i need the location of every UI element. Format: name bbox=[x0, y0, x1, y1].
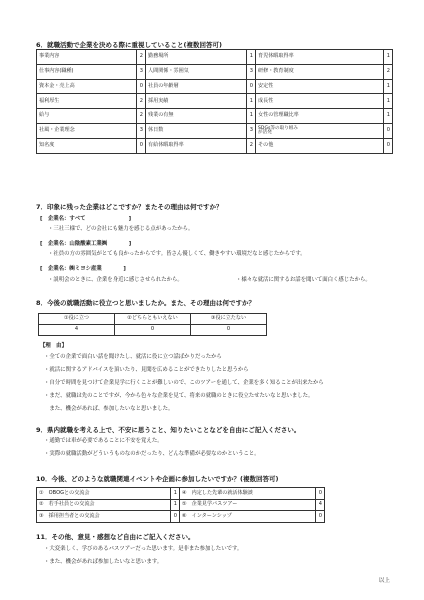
q10-option-label: ① OBOGとの交流会 bbox=[37, 488, 171, 500]
q6-item-count: 2 bbox=[137, 50, 146, 65]
q6-row bbox=[37, 123, 393, 138]
q6-item-label: 資本金・売上高 bbox=[37, 79, 137, 94]
q6-row bbox=[37, 50, 393, 65]
q6-item-count: 3 bbox=[137, 123, 146, 138]
q10-row bbox=[37, 499, 325, 511]
q6-item-label: 福利厚生 bbox=[37, 94, 137, 109]
q6-item-count: 3 bbox=[247, 64, 256, 79]
q6-item-count: 1 bbox=[247, 50, 256, 65]
q10-option-label: ② 若手社員との交流会 bbox=[37, 499, 171, 511]
q10-row bbox=[37, 511, 325, 523]
q6-item-count: 2 bbox=[137, 94, 146, 109]
q10-option-count: 0 bbox=[316, 511, 325, 523]
q6-item-count: 1 bbox=[384, 94, 393, 109]
q7-reason-3a: ・説明会のときに、企業を身近に感じさせられたから。 bbox=[48, 277, 183, 283]
q8-value-not-useful: 0 bbox=[191, 325, 267, 336]
q8-reason-1: ・全ての企業で面白い話を聞けたし、就活に役に立つ話ばかりだったから bbox=[44, 354, 222, 360]
q8-reason-2: ・就活に関するアドバイスを頂いたり、見聞を広めることができたりしたと思うから bbox=[44, 367, 249, 373]
q6-item-label: 安定性 bbox=[256, 79, 384, 94]
q6-item-label: 社員の年齢層 bbox=[146, 79, 247, 94]
q8-title: 8．今後の就職活動に役立つと思いましたか。また、その理由は何ですか？ bbox=[36, 299, 256, 307]
q6-row bbox=[37, 79, 393, 94]
q6-item-label: 事業内容 bbox=[37, 50, 137, 65]
q7-reason-2: ・社員の方の雰囲気がとても良かったからです。皆さん優しくて、働きやすい環境だなと感じたからです。 bbox=[48, 251, 306, 257]
q7-title: 7．印象に残った企業はどこですか？またその理由は何ですか？ bbox=[36, 203, 223, 211]
q10-option-label: ⑤ 企業見学バスツアー bbox=[180, 499, 316, 511]
q7-reason-1: ・三社三様で、どの会社にも魅力を感じる点があったから。 bbox=[48, 226, 194, 232]
q6-item-count: 0 bbox=[247, 79, 256, 94]
q8-header-neutral: ②どちらともいえない bbox=[115, 314, 191, 325]
q8-reason-3: ・自分で時間を見つけて企業見学に行くことが難しいので、このツアーを通して、企業を多く知ることが出来たから bbox=[44, 380, 324, 386]
q7-company-label-1: [ 企業名：すべて ] bbox=[40, 216, 132, 222]
q9-line-1: ・通勤では車が必要であることに不安を覚えた。 bbox=[44, 438, 163, 444]
q6-item-label: その他 bbox=[256, 138, 384, 153]
q6-item-count: 0 bbox=[384, 123, 393, 138]
q6-item-count: 1 bbox=[247, 109, 256, 124]
q8-reason-5: また、機会があれば、参加したいなと思いました。 bbox=[44, 406, 174, 412]
q6-item-label: 女性の管理職比率 bbox=[256, 109, 384, 124]
q6-title: 6．就職活動で企業を決める際に重視していること(複数回答可) bbox=[36, 41, 222, 49]
q10-row bbox=[37, 488, 325, 500]
q6-item-label: 休日数 bbox=[146, 123, 247, 138]
q10-option-label: ⑥ インターンシップ bbox=[180, 511, 316, 523]
q11-line-1: ・大変楽しく、学びのあるバスツアーだった思います。是非また参加したいです。 bbox=[44, 546, 243, 552]
q8-table bbox=[38, 313, 267, 336]
q8-reason-label: 【理 由】 bbox=[40, 343, 67, 349]
q10-option-count: 1 bbox=[171, 499, 180, 511]
q6-item-count: 1 bbox=[384, 79, 393, 94]
q10-option-count: 4 bbox=[316, 499, 325, 511]
q7-company-label-3: [ 企業名：㈱ミヨシ産業 ] bbox=[40, 266, 126, 272]
q9-line-2: ・実際の就職活動がどういうものなのかだったり、どんな準備が必要なのかということ。 bbox=[44, 451, 260, 457]
end-mark: 以上 bbox=[378, 578, 390, 584]
q6-item-count: 0 bbox=[137, 79, 146, 94]
q9-title: 9．県内就職を考える上で、不安に思うこと、知りたいことなどを自由にご記入ください。 bbox=[36, 426, 301, 434]
q6-item-label: 採用実績 bbox=[146, 94, 247, 109]
q6-row bbox=[37, 109, 393, 124]
q6-item-count: 2 bbox=[247, 138, 256, 153]
q6-item-label: 仕事内容(職種) bbox=[37, 64, 137, 79]
q6-item-label: SDGs等の取り組み が活発 bbox=[256, 123, 384, 138]
q6-item-count: 0 bbox=[384, 138, 393, 153]
q8-header-not-useful: ③役に立たない bbox=[191, 314, 267, 325]
q6-item-label: 勤務場所 bbox=[146, 50, 247, 65]
q6-item-label: 人間関係・雰囲気 bbox=[146, 64, 247, 79]
q6-item-label: 成長性 bbox=[256, 94, 384, 109]
q6-item-count: 1 bbox=[247, 94, 256, 109]
q6-item-label: 育児休暇取得率 bbox=[256, 50, 384, 65]
q6-row bbox=[37, 94, 393, 109]
q6-item-count: 2 bbox=[384, 64, 393, 79]
q6-item-count: 3 bbox=[137, 64, 146, 79]
q6-item-label: 知名度 bbox=[37, 138, 137, 153]
q6-item-label: 残業の有無 bbox=[146, 109, 247, 124]
q10-option-label: ③ 採用担当者との交流会 bbox=[37, 511, 171, 523]
q6-item-count: 2 bbox=[137, 109, 146, 124]
q10-option-count: 0 bbox=[171, 511, 180, 523]
q7-company-label-2: [ 企業名：山陰酸素工業㈱ ] bbox=[40, 241, 132, 247]
q10-option-count: 0 bbox=[316, 488, 325, 500]
q10-option-label: ④ 内定した先輩の就活体験談 bbox=[180, 488, 316, 500]
q8-value-useful: 4 bbox=[39, 325, 115, 336]
q8-reason-4: ・まだ、就職は先のことですが、今から色々な企業を見て、将来の就職のときに役立たせたいなと思いました。 bbox=[44, 393, 314, 399]
q6-item-count: 3 bbox=[247, 123, 256, 138]
q6-item-count: 1 bbox=[384, 50, 393, 65]
q7-reason-3b: ・様々な就活に関するお話を聞いて面白く感じたから。 bbox=[236, 277, 371, 283]
q6-item-count: 1 bbox=[384, 109, 393, 124]
q6-item-label: 社風・企業理念 bbox=[37, 123, 137, 138]
q6-row bbox=[37, 138, 393, 153]
q11-title: 11．その他、意見・感想など自由にご記入ください。 bbox=[36, 533, 195, 541]
q6-item-count: 0 bbox=[137, 138, 146, 153]
q6-row bbox=[37, 64, 393, 79]
q8-value-neutral: 0 bbox=[115, 325, 191, 336]
q6-item-label: 研修・教育制度 bbox=[256, 64, 384, 79]
q10-table bbox=[36, 487, 325, 523]
q8-header-useful: ①役に立つ bbox=[39, 314, 115, 325]
q11-line-2: ・また、機会があれば参加したいなと思います。 bbox=[44, 559, 163, 565]
q10-title: 10．今後、どのような就職関連イベントや企画に参加したいですか？(複数回答可) bbox=[36, 475, 279, 483]
q6-item-label: 給与 bbox=[37, 109, 137, 124]
q6-item-label: 有給休暇取得率 bbox=[146, 138, 247, 153]
q6-table bbox=[36, 49, 393, 154]
q10-option-count: 1 bbox=[171, 488, 180, 500]
